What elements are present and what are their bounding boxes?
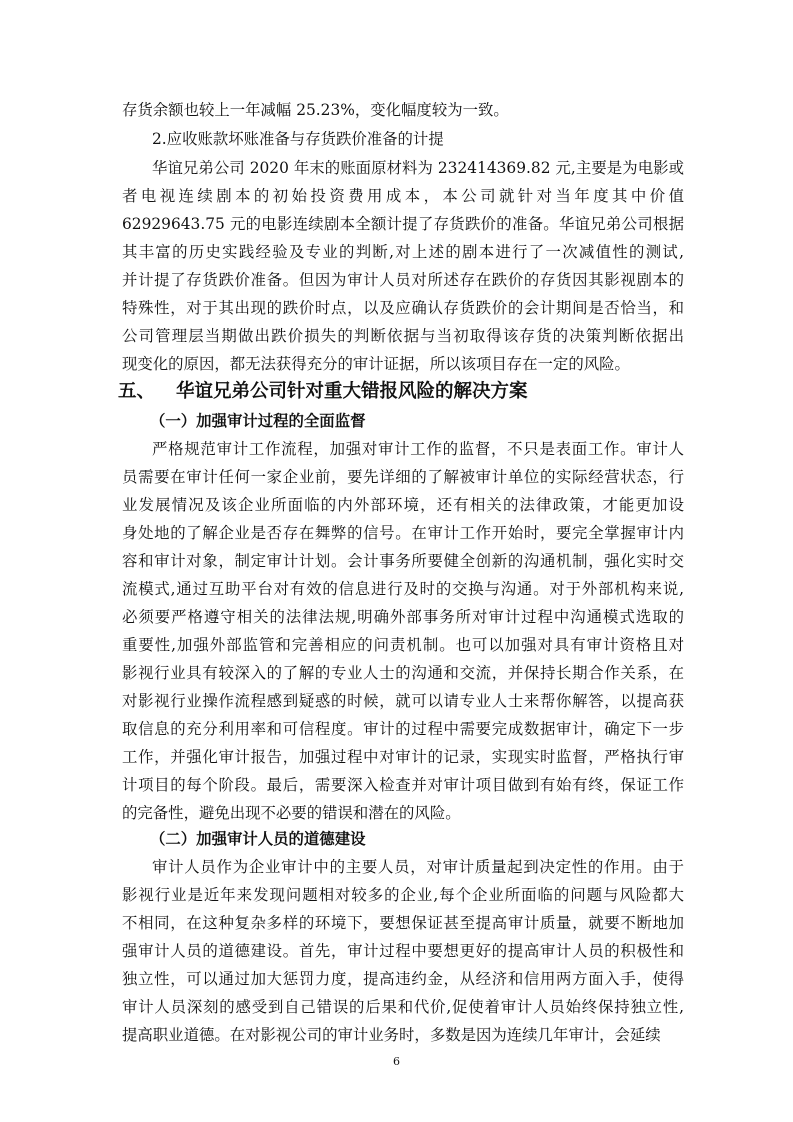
paragraph-line: 并计提了存货跌价准备。但因为审计人员对所述存在跌价的存货因其影视剧本的 bbox=[122, 271, 684, 289]
paragraph-line: 其丰富的历史实践经验及专业的判断,对上述的剧本进行了一次减值性的测试, bbox=[122, 243, 684, 261]
section-title: 华谊兄弟公司针对重大错报风险的解决方案 bbox=[176, 381, 528, 402]
paragraph-line: 工作，并强化审计报告，加强过程中对审计的记录，实现实时监督，严格执行审 bbox=[122, 748, 684, 766]
paragraph-line: 计项目的每个阶段。最后，需要深入检查并对审计项目做到有始有终，保证工作 bbox=[122, 776, 684, 794]
page-number: 6 bbox=[393, 1055, 400, 1068]
paragraph-line: 流模式,通过互助平台对有效的信息进行及时的交换与沟通。对于外部机构来说, bbox=[122, 580, 684, 598]
section-heading bbox=[118, 380, 698, 404]
paragraph-line: 的完备性，避免出现不必要的错误和潜在的风险。 bbox=[122, 804, 461, 822]
paragraph-line: 审计人员作为企业审计中的主要人员，对审计质量起到决定性的作用。由于 bbox=[152, 858, 684, 876]
paragraph-line: 严格规范审计工作流程，加强对审计工作的监督，不只是表面工作。审计人 bbox=[152, 440, 684, 458]
subsection-title: 2.应收账款坏账准备与存货跌价准备的计提 bbox=[152, 130, 444, 148]
paragraph-line: 影视行业是近年来发现问题相对较多的企业,每个企业所面临的问题与风险都大 bbox=[122, 886, 684, 904]
section-number: 五、 bbox=[118, 381, 156, 402]
subsection-heading: （二）加强审计人员的道德建设 bbox=[150, 830, 366, 848]
paragraph-line: 独立性，可以通过加大惩罚力度，提高违约金，从经济和信用两方面入手，使得 bbox=[122, 970, 684, 988]
paragraph-line: 业发展情况及该企业所面临的内外部环境，还有相关的法律政策，才能更加设 bbox=[122, 496, 684, 514]
paragraph-line: 必须要严格遵守相关的法律法规,明确外部事务所对审计过程中沟通模式选取的 bbox=[122, 608, 684, 626]
paragraph-line: 华谊兄弟公司 2020 年末的账面原材料为 232414369.82 元,主要是为电影或 bbox=[152, 159, 684, 177]
paragraph-line: 强审计人员的道德建设。首先，审计过程中要想更好的提高审计人员的积极性和 bbox=[122, 942, 684, 960]
paragraph-line: 公司管理层当期做出跌价损失的判断依据与当初取得该存货的决策判断依据出 bbox=[122, 327, 684, 345]
paragraph-line: 现变化的原因，都无法获得充分的审计证据，所以该项目存在一定的风险。 bbox=[122, 355, 630, 373]
paragraph-line: 审计人员深刻的感受到自己错误的后果和代价,促使着审计人员始终保持独立性, bbox=[122, 998, 684, 1016]
paragraph-line: 重要性,加强外部监管和完善相应的问责机制。也可以加强对具有审计资格且对 bbox=[122, 636, 684, 654]
paragraph-line: 特殊性，对于其出现的跌价时点，以及应确认存货跌价的会计期间是否恰当，和 bbox=[122, 299, 684, 317]
paragraph-line: 不相同，在这种复杂多样的环境下，要想保证甚至提高审计质量，就要不断地加 bbox=[122, 914, 684, 932]
paragraph-line: 存货余额也较上一年减幅 25.23%，变化幅度较为一致。 bbox=[122, 101, 509, 119]
paragraph-line: 对影视行业操作流程感到疑惑的时候，就可以请专业人士来帮你解答，以提高获 bbox=[122, 692, 684, 710]
paragraph-line: 容和审计对象，制定审计计划。会计事务所要健全创新的沟通机制，强化实时交 bbox=[122, 552, 684, 570]
paragraph-line: 员需要在审计任何一家企业前，要先详细的了解被审计单位的实际经营状态，行 bbox=[122, 468, 684, 486]
subsection-heading: （一）加强审计过程的全面监督 bbox=[150, 412, 366, 430]
paragraph-line: 62929643.75 元的电影连续剧本全额计提了存货跌价的准备。华谊兄弟公司根据 bbox=[122, 215, 684, 233]
paragraph-line: 提高职业道德。在对影视公司的审计业务时，多数是因为连续几年审计，会延续 bbox=[122, 1026, 661, 1044]
paragraph-line: 影视行业具有较深入的了解的专业人士的沟通和交流，并保持长期合作关系，在 bbox=[122, 664, 684, 682]
paragraph-line: 身处地的了解企业是否存在舞弊的信号。在审计工作开始时，要完全掌握审计内 bbox=[122, 524, 684, 542]
paragraph-line: 取信息的充分利用率和可信程度。审计的过程中需要完成数据审计，确定下一步 bbox=[122, 720, 684, 738]
paragraph-line: 者电视连续剧本的初始投资费用成本，本公司就针对当年度其中价值 bbox=[122, 187, 684, 205]
